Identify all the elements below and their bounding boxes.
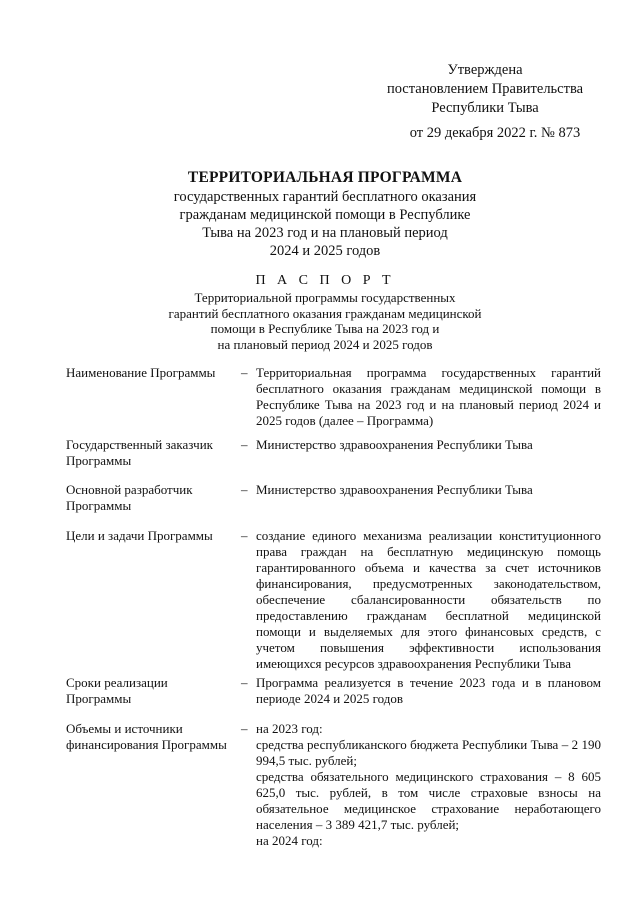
row-value-text: Территориальная программа государственных гарантий бесплатного оказания гражданам медицинской помощи в Республике Тыва на 2023 год и на плановый период 2024 и 2025 годов (далее – Программа): [256, 365, 601, 428]
program-subtitle-line: Тыва на 2023 год и на плановый период: [202, 225, 448, 241]
row-dash: –: [241, 437, 248, 452]
passport-subtitle-line: помощи в Республике Тыва на 2023 год и: [210, 321, 440, 336]
approval-line: постановлением Правительства: [386, 81, 584, 97]
passport-title: П А С П О Р Т: [255, 273, 395, 288]
row-label: Государственный заказчик Программы: [66, 437, 213, 468]
row-dash: –: [241, 721, 248, 736]
row-value-text: Министерство здравоохранения Республики Тыва: [256, 437, 533, 452]
row-label: Основной разработчик Программы: [66, 482, 193, 513]
row-value-text: Программа реализуется в течение 2023 года и в плановом периоде 2024 и 2025 годов: [256, 675, 601, 706]
row-label: Сроки реализации Программы: [66, 675, 168, 706]
passport-subtitle-line: на плановый период 2024 и 2025 годов: [217, 336, 433, 352]
row-value-text: средства республиканского бюджета Республики Тыва – 2 190 994,5 тыс. рублей;: [256, 737, 601, 768]
approval-line: Республики Тыва: [431, 100, 539, 116]
row-label: Наименование Программы: [66, 365, 216, 380]
approval-line: Утверждена: [447, 62, 523, 78]
row-value-text: на 2023 год:: [256, 721, 323, 736]
row-value-text: создание единого механизма реализации конституционного права граждан на бесплатную медицинскую помощь гарантированного объема и качества за счет источников финансирования, предусмотренных законодательством, обеспечение сбалансированности обязательств по предоставлению гражданам бесплатной медицинской помощи и выделяемых для этого финансовых средств, с учетом повышения эффективности использования имеющихся ресурсов здравоохранения Республики Тыва: [256, 528, 601, 671]
row-value: [256, 675, 601, 707]
passport-subtitle-line: гарантий бесплатного оказания гражданам медицинской: [168, 305, 482, 321]
program-subtitle-line: гражданам медицинской помощи в Республике: [179, 207, 471, 223]
row-value: [256, 482, 601, 498]
row-dash: –: [241, 675, 248, 690]
program-subtitle-line: государственных гарантий бесплатного оказания: [173, 189, 477, 205]
row-label: Цели и задачи Программы: [66, 528, 213, 543]
row-value-text: средства обязательного медицинского страхования – 8 605 625,0 тыс. рублей, в том числе страховые взносы на обязательное медицинское страхование неработающего населения – 3 389 421,7 тыс. рублей;: [256, 769, 601, 832]
row-value-text: на 2024 год:: [256, 833, 323, 848]
approval-date: от 29 декабря 2022 г. № 873: [409, 125, 581, 141]
program-subtitle-line: 2024 и 2025 годов: [269, 243, 381, 259]
row-label: Объемы и источники финансирования Программы: [66, 721, 227, 752]
row-value-text: Министерство здравоохранения Республики Тыва: [256, 482, 533, 497]
program-title: ТЕРРИТОРИАЛЬНАЯ ПРОГРАММА: [187, 169, 463, 186]
row-dash: –: [241, 365, 248, 380]
row-value: [256, 365, 601, 429]
row-value: [256, 437, 601, 453]
row-dash: –: [241, 482, 248, 497]
passport-subtitle-line: Территориальной программы государственных: [194, 290, 456, 305]
row-value: [256, 721, 601, 849]
row-value: [256, 528, 601, 672]
row-dash: –: [241, 528, 248, 543]
